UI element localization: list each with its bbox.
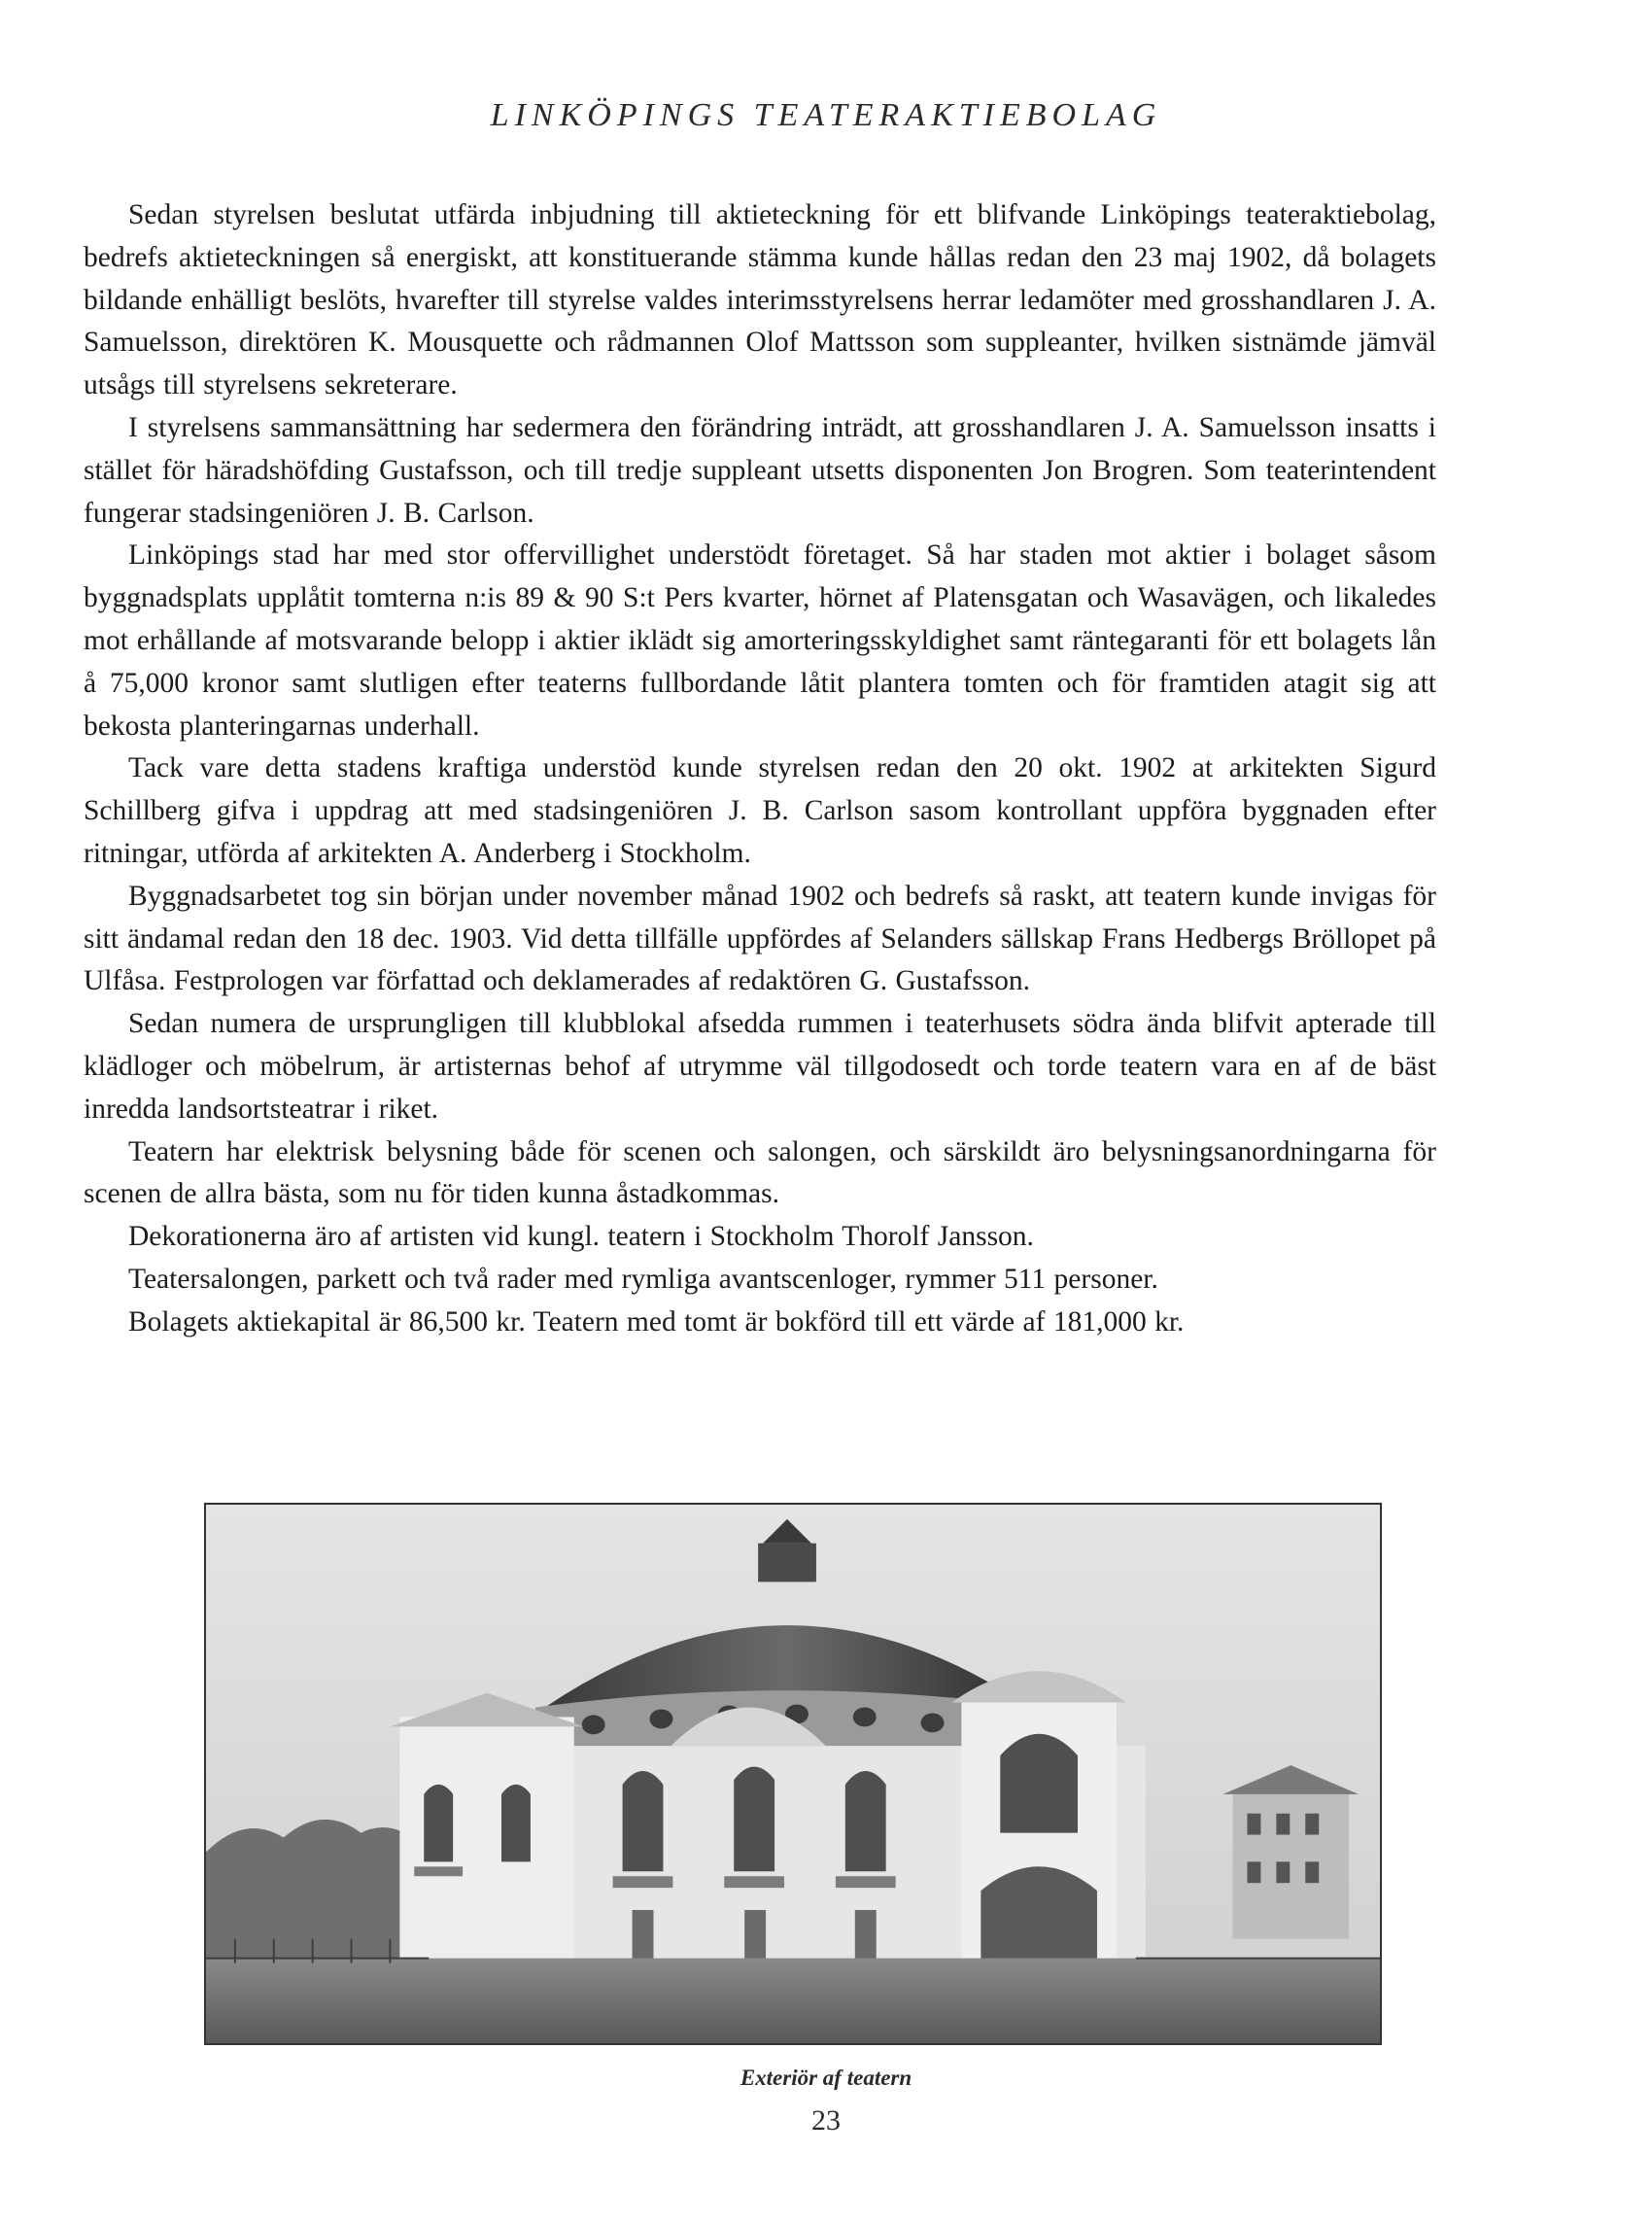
paragraph-decorations: Dekorationerna äro af artisten vid kungl. teatern i Stockholm Thorolf Jansson.: [128, 1221, 1034, 1253]
paragraph-founding: Sedan styrelsen beslutat utfärda inbjudning till aktieteckning för ett blifvande Linköpings teateraktiebolag, bedrefs aktieteckningen så energiskt, att konstituerande stämma kunde hållas redan den 23 maj 1902, då bolagets bildande enhälligt beslöts, hvarefter till styrelse valdes interimsstyrelsens herrar ledamöter med grosshandlaren J. A. Samuelsson, direktören K. Mousquette och rådmannen Olof Mattsson som suppleanter, hvilken sistnämde jämväl utsågs till styrelsens sekreterare.: [84, 199, 1436, 401]
paragraph-architect: Tack vare detta stadens kraftiga understöd kunde styrelsen redan den 20 okt. 1902 at arkitekten Sigurd Schillberg gifva i uppdrag att med stadsingeniören J. B. Carlson sasom kontrollant uppföra byggnaden efter ritningar, utförda af arkitekten A. Anderberg i Stockholm.: [84, 752, 1436, 869]
paragraph-capital: Bolagets aktiekapital är 86,500 kr. Teatern med tomt är bokförd till ett värde af 181,000 kr.: [128, 1305, 1185, 1337]
paragraph-seating: Teatersalongen, parkett och två rader med rymliga avantscenloger, rymmer 511 personer.: [128, 1263, 1158, 1295]
paragraph-city-support: Linköpings stad har med stor offervillighet understödt företaget. Så har staden mot aktier i bolaget såsom byggnadsplats upplåtit tomterna n:is 89 & 90 S:t Pers kvarter, hörnet af Platensgatan och Wasavägen, och likaledes mot erhållande af motsvarande belopp i aktier iklädt sig amorteringsskyldighet samt räntegaranti för ett bolagets lån å 75,000 kronor samt slutligen efter teaterns fullbordande låtit plantera tomten och för framtiden atagit sig att bekosta planteringarnas underhall.: [84, 539, 1436, 742]
paragraph-lighting: Teatern har elektrisk belysning både för scenen och salongen, och särskildt äro belysningsanordningarna för scenen de allra bästa, som nu för tiden kunna åstadkommas.: [84, 1135, 1436, 1210]
paragraph-dressing-rooms: Sedan numera de ursprungligen till klubblokal afsedda rummen i teaterhusets södra ända blifvit apterade till klädloger och möbelrum, är artisternas behof af utrymme väl tillgodosedt och torde teatern vara en af de bäst inredda landsortsteatrar i riket.: [84, 1008, 1436, 1125]
paragraph-board-changes: I styrelsens sammansättning har sedermera den förändring inträdt, att grosshandlaren J. A. Samuelsson insatts i stället för häradshöfding Gustafsson, och till tredje suppleant utsetts disponenten Jon Brogren. Som teaterintendent fungerar stadsingeniören J. B. Carlson.: [84, 411, 1436, 529]
article-body: [84, 194, 1436, 1344]
figure-caption: Exteriör af teatern: [740, 2066, 912, 2090]
page-number: 23: [811, 2104, 841, 2136]
paragraph-construction: Byggnadsarbetet tog sin början under november månad 1902 och bedrefs så raskt, att teatern kunde invigas för sitt ändamal redan den 18 dec. 1903. Vid detta tillfälle uppfördes af Selanders sällskap Frans Hedbergs Bröllopet på Ulfåsa. Festprologen var författad och deklamerades af redaktören G. Gustafsson.: [84, 880, 1436, 997]
running-title: LINKÖPINGS TEATERAKTIEBOLAG: [490, 97, 1162, 133]
theatre-exterior-photo: [204, 1503, 1382, 2045]
